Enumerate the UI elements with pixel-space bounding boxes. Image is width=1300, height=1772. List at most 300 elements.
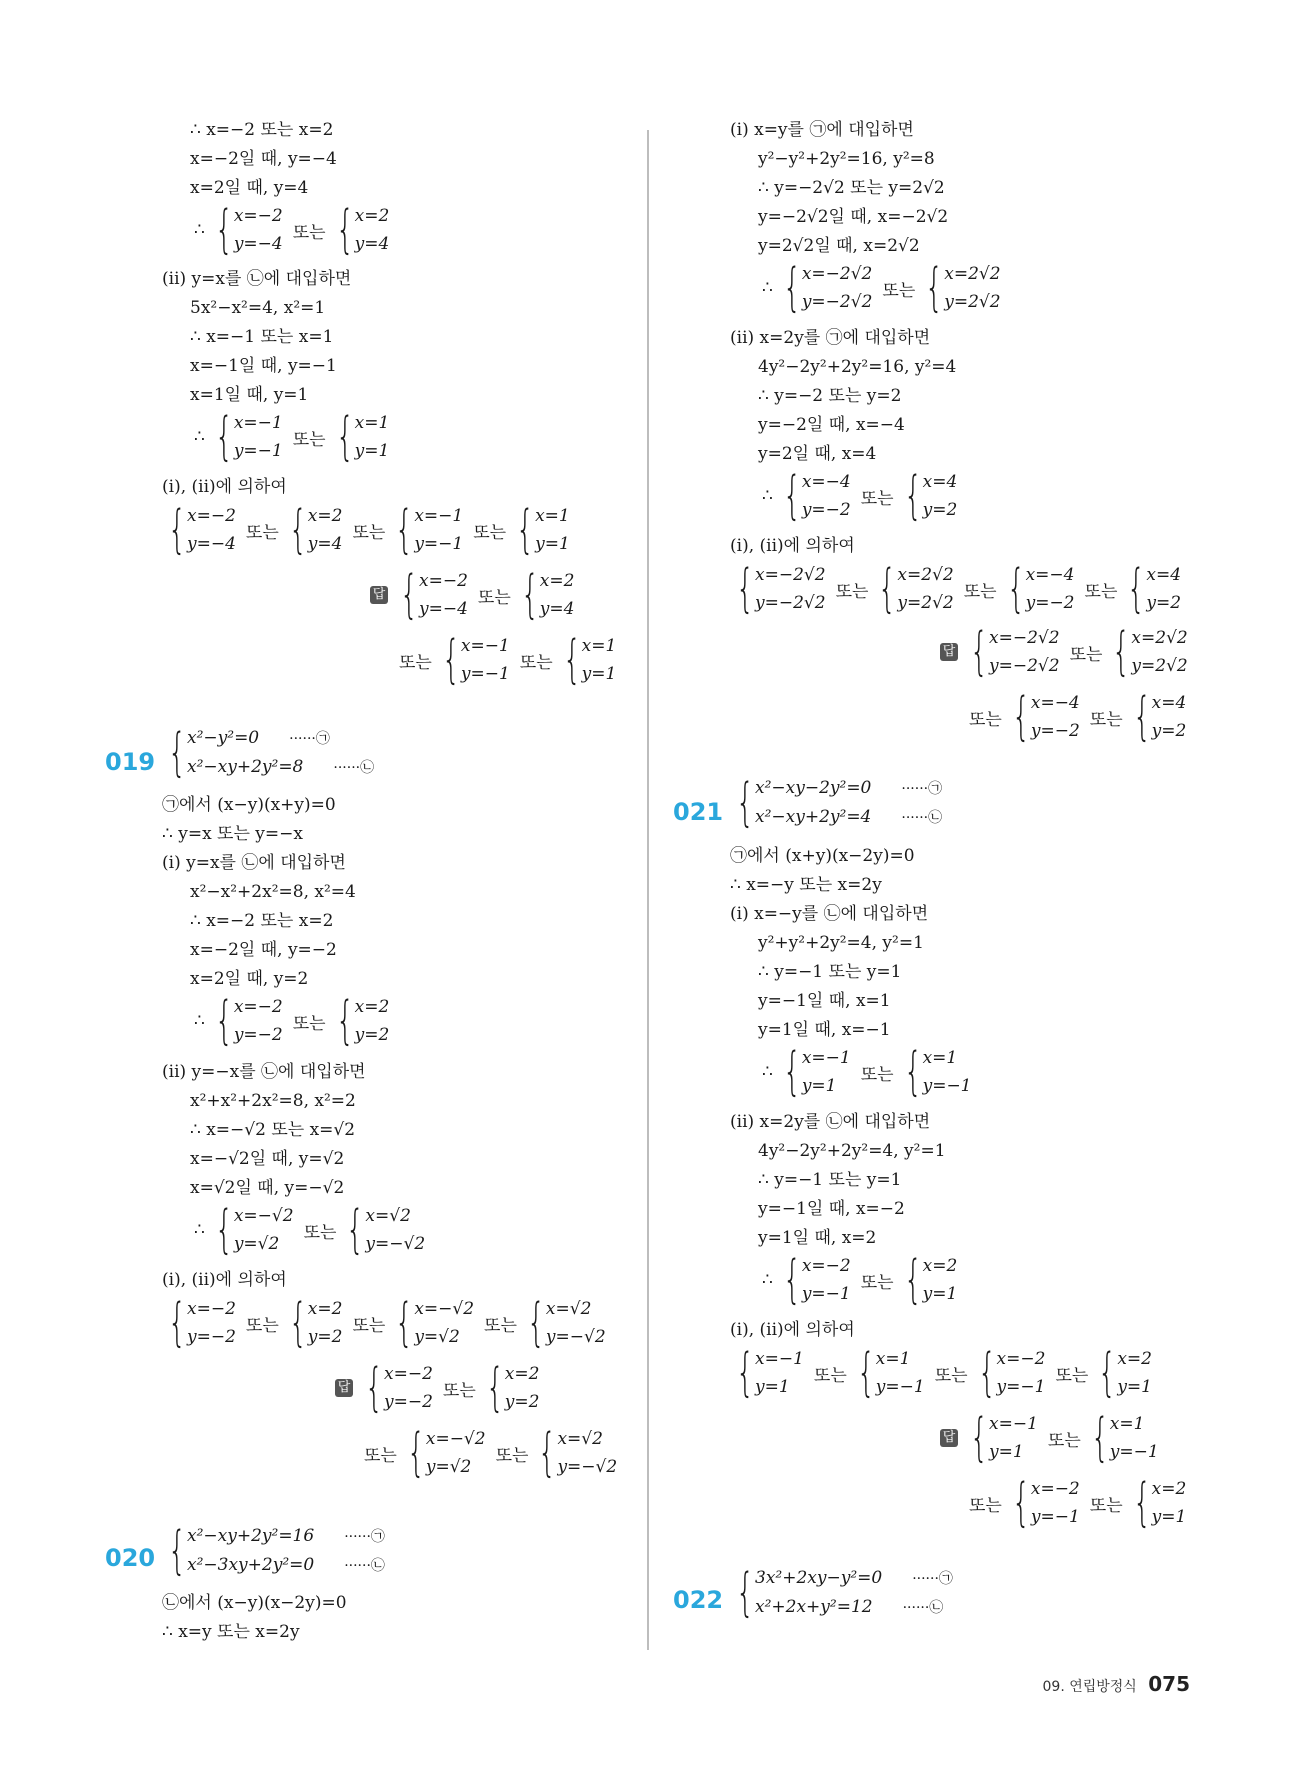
equation: x=4 (922, 472, 958, 492)
answer-badge: 답 (335, 1379, 353, 1397)
connector-text: 또는 (813, 1365, 847, 1386)
equation-system (1012, 1475, 1080, 1531)
equation-system (1091, 1410, 1159, 1466)
equation: x²−xy+2y²=8 ······㉡ (187, 753, 374, 782)
right-line: ∴ y=−1 또는 y=1 (758, 962, 902, 982)
equation-system (516, 502, 570, 558)
equation: y=−4 (233, 234, 283, 254)
equation: y=−2 (384, 1392, 433, 1412)
right-line: 4y²−2y²+2y²=16, y²=4 (758, 357, 957, 377)
equation: x=1 (354, 413, 390, 433)
connector-text: 또는 (1047, 1430, 1081, 1451)
equation: x=1 (581, 636, 617, 656)
equation-system (978, 1345, 1046, 1401)
equation: y=−2 (233, 1025, 283, 1045)
connector-text: 또는 (352, 522, 386, 543)
equation: x=−2 (801, 1256, 851, 1276)
equation-system (1133, 1475, 1187, 1531)
left-system-line (360, 1425, 623, 1481)
equation: x²+2x+y²=12 ······㉡ (755, 1593, 953, 1622)
equation: x=−2 (233, 997, 283, 1017)
left-system-line (190, 409, 395, 465)
equation-system (1098, 1345, 1152, 1401)
left-line: x=−1일 때, y=−1 (190, 356, 337, 376)
equation: x=2 (539, 571, 575, 591)
brace-glyph: { (538, 1423, 557, 1483)
equation: x=2 (307, 1299, 343, 1319)
equation: y=−2√2 (801, 292, 873, 312)
right-system-line (758, 1044, 978, 1100)
equation: x=−1 (989, 1414, 1038, 1434)
brace-glyph: { (782, 1250, 802, 1310)
equation: x=−√2 (233, 1206, 294, 1226)
equation: y=−1 (922, 1076, 972, 1096)
connector-text: 또는 (364, 1445, 397, 1466)
equation: x=−4 (1030, 693, 1080, 713)
left-system-line (162, 724, 380, 782)
equation: y=−2√2 (755, 593, 826, 613)
brace-glyph: { (1127, 559, 1146, 619)
connector-text: 또는 (860, 1064, 894, 1085)
equation: x=2 (307, 506, 343, 526)
problem-number: 022 (673, 1586, 724, 1614)
left-line: ∴ x=−2 또는 x=2 (190, 120, 334, 140)
equation-system (521, 567, 575, 623)
right-line: y=−2√2일 때, x=−2√2 (758, 207, 949, 227)
brace-glyph: { (214, 407, 234, 467)
equation-marker: ······㉡ (333, 760, 375, 776)
equation-system (970, 1410, 1038, 1466)
equation-system (783, 260, 873, 316)
left-line: x²+x²+2x²=8, x²=2 (190, 1091, 356, 1111)
equation: y=1 (801, 1076, 837, 1096)
equation-system (736, 1564, 953, 1622)
equation: y=1 (1151, 1507, 1187, 1527)
equation: y=1 (535, 534, 570, 554)
equation-system (168, 724, 374, 782)
equation: 3x²+2xy−y²=0 ······㉠ (755, 1564, 953, 1593)
left-line: ∴ x=−1 또는 x=1 (190, 327, 334, 347)
brace-glyph: { (1090, 1408, 1109, 1468)
right-line: (i), (ii)에 의하여 (730, 536, 855, 556)
equation-system (925, 260, 1000, 316)
equation: x=−1 (755, 1349, 804, 1369)
brace-glyph: { (736, 1343, 755, 1403)
equation: x=√2 (365, 1206, 411, 1226)
equation-system (1112, 624, 1187, 680)
left-system-line (162, 502, 576, 558)
right-line: ∴ y=−2√2 또는 y=2√2 (758, 178, 945, 198)
right-line: ∴ y=−2 또는 y=2 (758, 386, 902, 406)
connector-text: ∴ (762, 1062, 773, 1082)
brace-glyph: { (395, 1293, 414, 1353)
connector-text: 또는 (495, 1445, 529, 1466)
equation-system (736, 561, 826, 617)
connector-text: 또는 (835, 581, 869, 602)
left-line: x=1일 때, y=1 (190, 385, 309, 405)
answer-badge: 답 (940, 1429, 958, 1447)
right-line: ∴ x=−y 또는 x=2y (730, 875, 882, 895)
equation-system (783, 1252, 851, 1308)
right-line: y=−2일 때, x=−4 (758, 415, 905, 435)
connector-text: 또는 (303, 1222, 337, 1243)
brace-glyph: { (214, 991, 234, 1051)
equation-system (736, 1345, 804, 1401)
equation: x=−√2 (425, 1429, 486, 1449)
equation: x=2√2 (944, 264, 1001, 284)
connector-text: 또는 (860, 1272, 894, 1293)
connector-text: 또는 (1089, 709, 1123, 730)
equation: x=−2 (996, 1349, 1046, 1369)
brace-glyph: { (1011, 687, 1031, 747)
left-line: (i), (ii)에 의하여 (162, 1270, 287, 1290)
left-system-line (162, 1522, 391, 1580)
section-title: 09. 연립방정식 (1042, 1679, 1137, 1695)
equation-system (215, 993, 283, 1049)
equation-system (336, 202, 390, 258)
page-number: 075 (1148, 1672, 1190, 1696)
connector-text: 또는 (963, 581, 997, 602)
connector-text: 또는 (292, 429, 326, 450)
equation-marker: ······㉡ (902, 1600, 944, 1616)
connector-text: 또는 (484, 1315, 517, 1336)
equation: x=1 (922, 1048, 958, 1068)
equation: y=−1 (1030, 1507, 1080, 1527)
left-system-line (190, 993, 395, 1049)
left-line: ∴ y=x 또는 y=−x (162, 824, 303, 844)
equation-system (289, 502, 343, 558)
equation: x=−2√2 (801, 264, 873, 284)
left-line: (i), (ii)에 의하여 (162, 477, 287, 497)
brace-glyph: { (1098, 1343, 1117, 1403)
brace-glyph: { (168, 500, 187, 560)
left-line: x=2일 때, y=4 (190, 178, 309, 198)
brace-glyph: { (168, 1293, 187, 1353)
brace-glyph: { (168, 1521, 187, 1581)
connector-text: 또는 (969, 1495, 1002, 1516)
equation-system (400, 567, 468, 623)
connector-text: 또는 (969, 709, 1002, 730)
equation: x=−2 (187, 506, 236, 526)
brace-glyph: { (970, 1408, 989, 1468)
equation: x=−2 (233, 206, 283, 226)
equation: y=−1 (801, 1284, 851, 1304)
equation: x=−1 (460, 636, 510, 656)
brace-glyph: { (1132, 1473, 1151, 1533)
equation-system (1127, 561, 1181, 617)
equation-marker: ······㉠ (344, 1529, 385, 1545)
connector-text: 또는 (292, 1013, 326, 1034)
left-line: x=2일 때, y=2 (190, 969, 309, 989)
brace-glyph: { (520, 565, 539, 625)
left-line: (i) y=x를 ㉡에 대입하면 (162, 853, 346, 873)
equation: y=−2 (187, 1327, 236, 1347)
equation: y=2 (504, 1392, 540, 1412)
equation: x²−y²=0 ······㉠ (187, 724, 374, 753)
right-line: y=−1일 때, x=1 (758, 991, 891, 1011)
problem-number: 020 (105, 1544, 156, 1572)
brace-glyph: { (782, 466, 802, 526)
right-system-line (965, 1475, 1192, 1531)
equation-system (857, 1345, 925, 1401)
equation: y=1 (1117, 1377, 1152, 1397)
equation-system (563, 632, 617, 688)
equation: x=1 (875, 1349, 911, 1369)
brace-glyph: { (214, 1200, 234, 1260)
right-system-line (758, 260, 1007, 316)
brace-glyph: { (903, 1250, 922, 1310)
brace-glyph: { (335, 991, 354, 1051)
right-system-line (730, 561, 1187, 617)
connector-text: 또는 (477, 587, 511, 608)
equation: x=1 (1109, 1414, 1145, 1434)
equation-marker: ······㉠ (912, 1571, 953, 1587)
equation: y=−√2 (365, 1234, 426, 1254)
right-line: (ii) x=2y를 ㉠에 대입하면 (730, 328, 931, 348)
equation-system (336, 993, 390, 1049)
right-line: y=1일 때, x=2 (758, 1228, 877, 1248)
left-system-line (370, 567, 580, 623)
connector-text: 또는 (442, 1380, 476, 1401)
brace-glyph: { (214, 200, 234, 260)
brace-glyph: { (346, 1200, 365, 1260)
equation-system (904, 1252, 958, 1308)
brace-glyph: { (288, 500, 307, 560)
right-line: y=2√2일 때, x=2√2 (758, 236, 920, 256)
problem-number: 019 (105, 748, 156, 776)
equation: x=4 (1151, 693, 1187, 713)
equation-system (407, 1425, 486, 1481)
connector-text: 또는 (1089, 1495, 1123, 1516)
equation-marker: ······㉠ (289, 731, 330, 747)
equation-system (527, 1295, 606, 1351)
answer-badge: 답 (940, 643, 958, 661)
column-divider (647, 130, 649, 1650)
brace-glyph: { (335, 407, 354, 467)
equation-system (1007, 561, 1075, 617)
equation-system (346, 1202, 425, 1258)
equation: y=4 (307, 534, 343, 554)
brace-glyph: { (335, 200, 354, 260)
brace-glyph: { (485, 1358, 504, 1418)
equation-system (1133, 689, 1187, 745)
left-line: x=−√2일 때, y=√2 (190, 1149, 345, 1169)
brace-glyph: { (562, 630, 581, 690)
right-line: y=1일 때, x=−1 (758, 1020, 891, 1040)
equation: y=1 (755, 1377, 790, 1397)
connector-text: 또는 (934, 1365, 968, 1386)
brace-glyph: { (782, 1042, 802, 1102)
brace-glyph: { (395, 500, 414, 560)
equation: y=1 (354, 441, 390, 461)
equation: x²−xy+2y²=16 ······㉠ (187, 1522, 385, 1551)
left-system-line (395, 632, 622, 688)
connector-text: ∴ (762, 278, 773, 298)
equation: y=1 (989, 1442, 1024, 1462)
equation-system (736, 774, 942, 832)
left-line: (ii) y=−x를 ㉡에 대입하면 (162, 1062, 366, 1082)
brace-glyph: { (1011, 1473, 1031, 1533)
equation-system (168, 1522, 385, 1580)
right-system-line (758, 1252, 963, 1308)
equation: x²−3xy+2y²=0 ······㉡ (187, 1551, 385, 1580)
equation: y=−√2 (557, 1457, 618, 1477)
right-system-line (940, 1410, 1165, 1466)
equation-system (442, 632, 510, 688)
right-line: ∴ y=−1 또는 y=1 (758, 1170, 902, 1190)
equation: x=−2 (384, 1364, 433, 1384)
equation: y=−1 (414, 534, 464, 554)
brace-glyph: { (441, 630, 461, 690)
answer-badge: 답 (370, 586, 388, 604)
brace-glyph: { (516, 500, 535, 560)
equation: y=√2 (233, 1234, 280, 1254)
right-line: 4y²−2y²+2y²=4, y²=1 (758, 1141, 946, 1161)
right-system-line (940, 624, 1194, 680)
equation: x=−1 (801, 1048, 851, 1068)
brace-glyph: { (977, 1343, 996, 1403)
equation-system (215, 409, 283, 465)
equation-system (970, 624, 1060, 680)
equation-system (538, 1425, 617, 1481)
brace-glyph: { (1132, 687, 1151, 747)
equation-system (168, 1295, 236, 1351)
connector-text: ∴ (194, 220, 205, 240)
equation: x=2 (354, 997, 390, 1017)
equation-system (395, 1295, 474, 1351)
left-system-line (335, 1360, 545, 1416)
brace-glyph: { (1112, 622, 1131, 682)
equation: y=2 (1151, 721, 1187, 741)
equation-system (168, 502, 236, 558)
brace-glyph: { (903, 1042, 922, 1102)
equation: y=−√2 (545, 1327, 606, 1347)
right-system-line (730, 1564, 959, 1622)
connector-text: 또는 (245, 1315, 279, 1336)
equation-system (904, 1044, 972, 1100)
connector-text: ∴ (762, 1270, 773, 1290)
left-line: ∴ x=−2 또는 x=2 (190, 911, 334, 931)
equation: y=−1 (996, 1377, 1046, 1397)
left-system-line (162, 1295, 612, 1351)
connector-text: 또는 (1055, 1365, 1089, 1386)
equation: y=2 (354, 1025, 390, 1045)
left-line: (ii) y=x를 ㉡에 대입하면 (162, 269, 352, 289)
brace-glyph: { (856, 1343, 875, 1403)
equation-marker: ······㉡ (344, 1558, 385, 1574)
equation-system (289, 1295, 343, 1351)
equation: y=2√2 (897, 593, 954, 613)
equation: y=−1 (233, 441, 283, 461)
equation: y=2 (307, 1327, 343, 1347)
equation-system (365, 1360, 433, 1416)
equation: x=2 (1151, 1479, 1187, 1499)
equation: x²−xy−2y²=0 ······㉠ (755, 774, 942, 803)
equation-system (783, 468, 851, 524)
right-system-line (758, 468, 963, 524)
equation: y=−2 (801, 500, 851, 520)
equation: x=2√2 (1131, 628, 1188, 648)
right-line: y=2일 때, x=4 (758, 444, 877, 464)
equation: y=√2 (414, 1327, 460, 1347)
connector-text: ∴ (762, 486, 773, 506)
equation: x=√2 (545, 1299, 592, 1319)
brace-glyph: { (878, 559, 897, 619)
brace-glyph: { (365, 1358, 384, 1418)
equation: y=−1 (875, 1377, 925, 1397)
equation-system (904, 468, 958, 524)
equation: y=−4 (187, 534, 236, 554)
equation-system (215, 202, 283, 258)
equation: x=−2√2 (989, 628, 1060, 648)
connector-text: ∴ (194, 427, 205, 447)
equation: x=−1 (414, 506, 464, 526)
left-line: ∴ x=y 또는 x=2y (162, 1622, 300, 1642)
brace-glyph: { (925, 258, 944, 318)
left-system-line (190, 202, 395, 258)
problem-number: 021 (673, 798, 724, 826)
connector-text: 또는 (245, 522, 279, 543)
equation: x=−4 (801, 472, 851, 492)
left-line: x²−x²+2x²=8, x²=4 (190, 882, 356, 902)
right-system-line (730, 1345, 1158, 1401)
equation: y=−2 (1025, 593, 1075, 613)
equation: x=√2 (557, 1429, 603, 1449)
equation-system (783, 1044, 851, 1100)
equation: y=2√2 (1131, 656, 1188, 676)
equation: x=2 (922, 1256, 958, 1276)
brace-glyph: { (736, 773, 755, 833)
connector-text: 또는 (860, 488, 894, 509)
left-line: ∴ x=−√2 또는 x=√2 (190, 1120, 356, 1140)
equation: y=−2√2 (989, 656, 1060, 676)
right-line: y²+y²+2y²=4, y²=1 (758, 933, 924, 953)
right-line: y²−y²+2y²=16, y²=8 (758, 149, 935, 169)
equation: x=−1 (233, 413, 283, 433)
connector-text: 또는 (1084, 581, 1118, 602)
equation: y=−2 (1030, 721, 1080, 741)
equation: x²−xy+2y²=4 ······㉡ (755, 803, 942, 832)
equation: y=2 (922, 500, 958, 520)
left-line: ㉠에서 (x−y)(x+y)=0 (162, 795, 336, 815)
brace-glyph: { (736, 559, 755, 619)
brace-glyph: { (526, 1293, 546, 1353)
brace-glyph: { (1006, 559, 1025, 619)
equation: y=2 (1146, 593, 1182, 613)
left-line: x=√2일 때, y=−√2 (190, 1178, 345, 1198)
equation: x=−2√2 (755, 565, 826, 585)
connector-text: 또는 (1069, 644, 1103, 665)
brace-glyph: { (168, 723, 187, 783)
equation: x=−2 (1030, 1479, 1080, 1499)
left-line: ㉡에서 (x−y)(x−2y)=0 (162, 1593, 347, 1613)
right-line: y=−1일 때, x=−2 (758, 1199, 905, 1219)
connector-text: 또는 (292, 222, 326, 243)
equation: x=2 (504, 1364, 540, 1384)
brace-glyph: { (406, 1423, 426, 1483)
right-system-line (730, 774, 948, 832)
right-line: (i) x=y를 ㉠에 대입하면 (730, 120, 914, 140)
equation: y=4 (354, 234, 390, 254)
equation-system (395, 502, 463, 558)
left-line: x=−2일 때, y=−2 (190, 940, 337, 960)
equation: y=−4 (419, 599, 468, 619)
equation: x=1 (535, 506, 570, 526)
equation: x=2 (354, 206, 390, 226)
connector-text: ∴ (194, 1220, 205, 1240)
equation: x=−2 (419, 571, 468, 591)
connector-text: 또는 (473, 522, 507, 543)
